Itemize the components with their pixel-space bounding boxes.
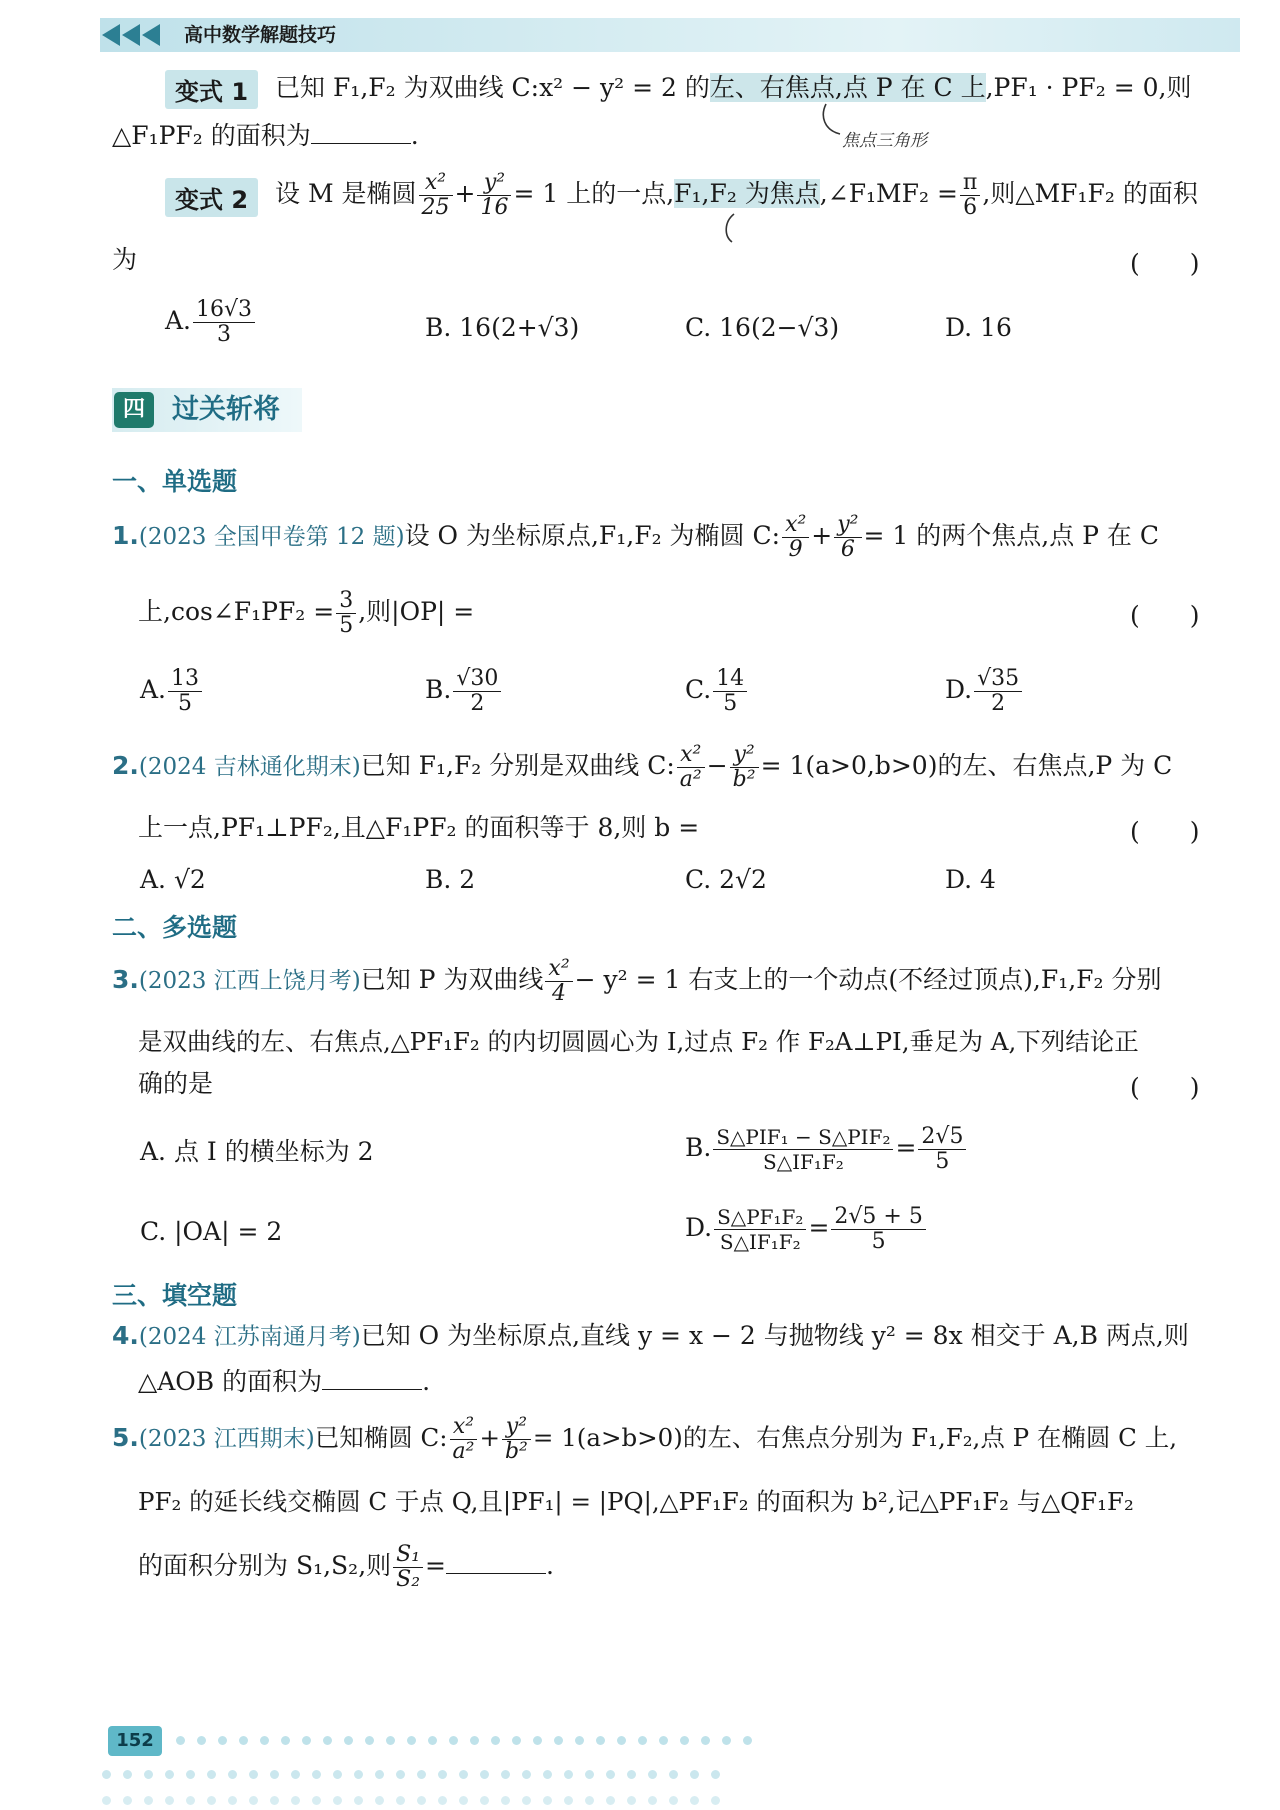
q3-option-a[interactable]: A. 点 I 的横坐标为 2 (140, 1137, 374, 1166)
q2-line1 (112, 740, 1172, 793)
header-arrows-icon (102, 22, 172, 48)
q1-number: 1. (112, 521, 139, 550)
q2-minus: − (706, 751, 728, 780)
variant1-line1-post: ,PF₁ · PF₂ = 0,则 (985, 73, 1192, 102)
variant2-line1-pre: 设 M 是椭圆 (275, 179, 417, 208)
variant2-line1-post1: ,∠F₁MF₂ = (819, 179, 958, 208)
q4-line1 (112, 1320, 1189, 1353)
q1-option-a[interactable]: A. $\frac{13}{5}$ (140, 664, 204, 716)
q5-fraction-1: $\frac{\text{x²}}{\text{a²}}$ (450, 1415, 478, 1464)
variant1-line1-pre: 已知 F₁,F₂ 为双曲线 C:x² − y² = 2 的 (275, 73, 710, 102)
q3-option-d[interactable]: D. $\frac{\text{S△PF₁F₂}}{\text{S△IF₁F₂}}$ = $\frac{2√5 + 5}{5}$ (685, 1198, 928, 1258)
q1-fraction-3: $\frac{3}{5}$ (336, 589, 356, 638)
q1-option-a-fraction: $\frac{13}{5}$ (168, 667, 202, 716)
q4-line1-text: 已知 O 为坐标原点,直线 y = x − 2 与抛物线 y² = 8x 相交于 A,B 两点,则 (360, 1321, 1189, 1350)
variant2-fraction-1: $\frac{\text{x²}}{25}$ (419, 171, 453, 220)
q2-option-a[interactable]: A. √2 (140, 865, 206, 894)
q1-option-b[interactable]: B. $\frac{√30}{2}$ (425, 664, 503, 716)
q3-fraction-1: $\frac{\text{x²}}{4}$ (545, 957, 572, 1006)
variant2-option-c[interactable]: C. 16(2−√3) (685, 313, 840, 342)
variant2-option-a-label: A. (165, 306, 192, 335)
q1-option-c[interactable]: C. $\frac{14}{5}$ (685, 664, 749, 716)
q1-fraction-2: $\frac{\text{y²}}{6}$ (834, 513, 861, 562)
q5-line1-post: = 1(a>b>0)的左、右焦点分别为 F₁,F₂,点 P 在椭圆 C 上, (532, 1423, 1178, 1452)
q2-number: 2. (112, 751, 139, 780)
handwritten-annotation: 焦点三角形 (842, 131, 927, 151)
q3-option-b[interactable]: B. $\frac{\text{S△PIF₁ − S△PIF₂}}{\text{S△IF₁F₂}}$ = $\frac{2√5}{5}$ (685, 1118, 968, 1178)
q3-option-d-fraction: $\frac{\text{S△PF₁F₂}}{\text{S△IF₁F₂}}$ (714, 1205, 806, 1254)
q5-plus: + (479, 1423, 500, 1452)
q1-option-c-fraction: $\frac{14}{5}$ (713, 667, 747, 716)
variant2-line1-post2: ,则△MF₁F₂ 的面积 (982, 179, 1198, 208)
part3-title: 三、填空题 (112, 1281, 238, 1310)
q5-line1 (112, 1412, 1177, 1465)
variant2-option-a[interactable] (165, 296, 257, 347)
q2-line2: 上一点,PF₁⊥PF₂,且△F₁PF₂ 的面积等于 8,则 b = (138, 813, 700, 842)
variant2-fraction-3: $\frac{\pi}{6}$ (960, 171, 980, 220)
variant2-tag-label: 变式 2 (165, 178, 258, 217)
q3-line2: 是双曲线的左、右焦点,△PF₁F₂ 的内切圆圆心为 I,过点 F₂ 作 F₂A⊥PI,垂足为 A,下列结论正 (138, 1027, 1139, 1056)
q1-option-d-fraction: $\frac{√35}{2}$ (974, 667, 1022, 716)
q4-line2-end: . (422, 1367, 431, 1396)
q5-fraction-3: $\frac{\text{S₁}}{\text{S₂}}$ (393, 1543, 423, 1592)
q1-line1-pre: 设 O 为坐标原点,F₁,F₂ 为椭圆 C: (404, 521, 781, 550)
q5-line3-end: . (545, 1551, 554, 1580)
q3-option-b-fraction: $\frac{\text{S△PIF₁ − S△PIF₂}}{\text{S△IF₁F₂}}$ (713, 1125, 893, 1174)
section4-title: 过关斩将 (172, 394, 280, 425)
q5-line3-post: = (425, 1551, 446, 1580)
q5-source: (2023 江西期末) (138, 1426, 315, 1452)
q3-number: 3. (112, 965, 139, 994)
q4-number: 4. (112, 1321, 139, 1350)
header-title: 高中数学解题技巧 (184, 24, 337, 46)
q1-option-d[interactable]: D. $\frac{√35}{2}$ (945, 664, 1024, 716)
q2-option-d[interactable]: D. 4 (945, 865, 996, 894)
q2-source: (2024 吉林通化期末) (138, 754, 361, 780)
q4-line2-text: △AOB 的面积为 (138, 1367, 323, 1396)
handwritten-arrow-icon-2 (720, 212, 744, 250)
variant2-line2: 为 (112, 245, 138, 274)
q4-line2 (138, 1366, 430, 1398)
q4-source: (2024 江苏南通月考) (138, 1324, 361, 1350)
q2-line1-pre: 已知 F₁,F₂ 分别是双曲线 C: (360, 751, 675, 780)
q2-fraction-1: $\frac{\text{x²}}{\text{a²}}$ (677, 743, 705, 792)
variant1-tag (165, 70, 258, 109)
q1-line2-post: ,则|OP| = (358, 597, 475, 626)
variant2-fraction-2: $\frac{\text{y²}}{16}$ (477, 171, 511, 220)
q1-source: (2023 全国甲卷第 12 题) (138, 524, 405, 550)
variant2-plus: + (454, 179, 476, 208)
footer-dot-pattern-2 (96, 1764, 726, 1783)
q1-line1 (112, 510, 1159, 563)
variant1-line1-highlight: 左、右焦点,点 P 在 C 上 (709, 73, 986, 102)
variant2-line1-mid: = 1 上的一点, (513, 179, 675, 208)
page-number: 152 (108, 1726, 162, 1756)
footer-dot-pattern (170, 1730, 758, 1749)
q3-option-d-result: $\frac{2√5 + 5}{5}$ (831, 1205, 925, 1254)
q3-answer-paren[interactable]: ( ) (1130, 1073, 1200, 1102)
part1-title: 一、单选题 (112, 467, 238, 496)
q3-line3: 确的是 (138, 1069, 214, 1098)
variant1-answer-blank[interactable] (311, 121, 411, 144)
q5-line2: PF₂ 的延长线交椭圆 C 于点 Q,且|PF₁| = |PQ|,△PF₁F₂ 的面积为 b²,记△PF₁F₂ 与△QF₁F₂ (138, 1487, 1134, 1516)
q2-fraction-2: $\frac{\text{y²}}{\text{b²}}$ (730, 743, 759, 792)
q4-answer-blank[interactable] (322, 1367, 422, 1390)
q2-option-c[interactable]: C. 2√2 (685, 865, 767, 894)
q3-option-c[interactable]: C. |OA| = 2 (140, 1217, 283, 1246)
q1-line2-pre: 上,cos∠F₁PF₂ = (138, 597, 335, 626)
footer-dot-pattern-3 (96, 1790, 726, 1809)
variant1-line2 (112, 120, 419, 152)
q2-option-b[interactable]: B. 2 (425, 865, 476, 894)
variant1-line2-text: △F₁PF₂ 的面积为 (112, 121, 311, 150)
variant2-option-b[interactable]: B. 16(2+√3) (425, 313, 580, 342)
q3-line1 (112, 954, 1161, 1007)
variant2-line1-highlight: F₁,F₂ 为焦点 (674, 179, 820, 208)
q3-line1-post: − y² = 1 右支上的一个动点(不经过顶点),F₁,F₂ 分别 (574, 965, 1162, 994)
q5-answer-blank[interactable] (446, 1551, 546, 1574)
q3-source: (2023 江西上饶月考) (138, 968, 361, 994)
q1-option-b-fraction: $\frac{√30}{2}$ (453, 667, 501, 716)
q2-answer-paren[interactable]: ( ) (1130, 817, 1200, 846)
q3-option-b-result: $\frac{2√5}{5}$ (918, 1125, 966, 1174)
variant2-tag (165, 178, 258, 217)
variant2-answer-paren[interactable]: ( ) (1130, 249, 1200, 278)
q5-line3-pre: 的面积分别为 S₁,S₂,则 (138, 1551, 392, 1580)
variant2-option-a-fraction: $\frac{16√3}{3}$ (193, 298, 255, 347)
part2-title: 二、多选题 (112, 913, 238, 942)
q1-line2 (138, 586, 474, 638)
q5-line3 (138, 1540, 554, 1592)
variant2-option-d[interactable]: D. 16 (945, 313, 1012, 342)
q1-line1-post: = 1 的两个焦点,点 P 在 C (863, 521, 1159, 550)
q2-line1-post: = 1(a>0,b>0)的左、右焦点,P 为 C (760, 751, 1173, 780)
variant1-tag-label: 变式 1 (165, 70, 258, 109)
q5-number: 5. (112, 1423, 139, 1452)
variant1-line2-end: . (410, 121, 419, 150)
q1-fraction-1: $\frac{\text{x²}}{9}$ (782, 513, 809, 562)
q3-line1-pre: 已知 P 为双曲线 (360, 965, 544, 994)
q5-fraction-2: $\frac{\text{y²}}{\text{b²}}$ (502, 1415, 531, 1464)
variant1-line1 (275, 72, 1191, 104)
q5-line1-pre: 已知椭圆 C: (314, 1423, 448, 1452)
section4-badge: 四 (114, 392, 154, 428)
q1-plus: + (811, 521, 833, 550)
q1-answer-paren[interactable]: ( ) (1130, 601, 1200, 630)
